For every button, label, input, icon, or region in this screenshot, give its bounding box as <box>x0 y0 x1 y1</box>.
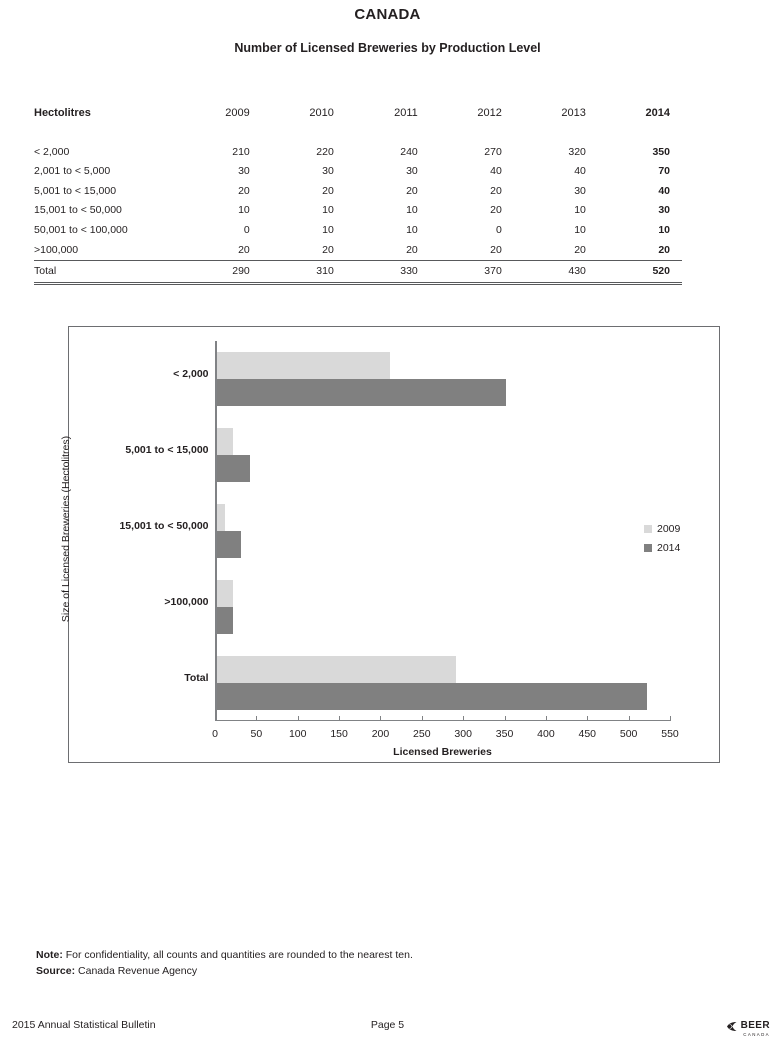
table-total-row <box>34 261 682 284</box>
cell-value: 20 <box>322 243 334 256</box>
cell-value: 20 <box>490 184 502 197</box>
total-value: 520 <box>598 261 682 284</box>
chart-bar-2009 <box>217 504 225 531</box>
column-header-2010: 2010 <box>309 107 334 119</box>
bar-chart <box>60 326 720 763</box>
column-header-2011: 2011 <box>394 107 418 119</box>
row-label: 50,001 to < 100,000 <box>34 223 128 236</box>
chart-category-label: < 2,000 <box>173 368 209 380</box>
chart-x-tick <box>256 716 257 721</box>
chart-bar-2014 <box>217 607 234 634</box>
table-row <box>34 162 682 182</box>
cell-value: 10 <box>574 223 586 236</box>
notes-block <box>36 948 413 979</box>
breweries-table-container <box>34 104 682 285</box>
chart-x-tick <box>670 716 671 721</box>
chart-x-tick-label: 300 <box>454 728 472 740</box>
chart-bar-group <box>164 580 671 634</box>
cell-value: 210 <box>232 145 250 158</box>
cell-value: 320 <box>568 145 586 158</box>
source-line <box>36 964 413 980</box>
row-label: 5,001 to < 15,000 <box>34 184 117 197</box>
legend-item-2014 <box>644 542 680 554</box>
chart-x-tick-label: 100 <box>288 728 307 740</box>
chart-x-tick-label: 150 <box>330 728 348 740</box>
cell-value: 20 <box>238 243 250 256</box>
total-label: Total <box>34 261 178 284</box>
cell-value: 240 <box>400 145 418 158</box>
cell-value: 350 <box>652 145 670 158</box>
chart-x-tick <box>339 716 340 721</box>
chart-x-tick <box>298 716 299 721</box>
cell-value: 30 <box>406 165 418 178</box>
cell-value: 270 <box>484 145 502 158</box>
logo-primary-text: BEER <box>740 1020 770 1031</box>
cell-value: 70 <box>658 165 670 178</box>
spacer-cell <box>430 127 514 143</box>
chart-plot-area <box>119 341 679 740</box>
cell-value: 40 <box>658 184 670 197</box>
chart-x-tick-label: 500 <box>619 728 638 740</box>
chart-bar-group <box>173 352 671 406</box>
column-header-2013: 2013 <box>561 107 586 119</box>
breweries-table <box>34 104 682 285</box>
source-label: Source: <box>36 964 76 977</box>
chart-bar-2009 <box>217 428 234 455</box>
chart-y-axis-title: Size of Licensed Breweries (Hectolitres) <box>60 435 72 623</box>
cell-value: 40 <box>574 165 586 178</box>
cell-value: 30 <box>238 165 250 178</box>
wheat-icon <box>726 1021 739 1032</box>
chart-x-tick <box>629 716 630 721</box>
cell-value: 20 <box>490 243 502 256</box>
table-spacer-row <box>34 127 682 143</box>
cell-value: 20 <box>406 184 418 197</box>
table-body <box>34 127 682 284</box>
cell-value: 20 <box>658 243 670 256</box>
page-subtitle: Number of Licensed Breweries by Production Level <box>234 41 541 55</box>
chart-x-tick-label: 450 <box>578 728 597 740</box>
column-header-2014: 2014 <box>645 107 670 119</box>
chart-category-label: 5,001 to < 15,000 <box>125 444 209 456</box>
table-row <box>34 221 682 241</box>
chart-x-tick-label: 350 <box>495 728 514 740</box>
table-row <box>34 182 682 202</box>
chart-x-tick <box>463 716 464 721</box>
legend-label: 2014 <box>657 542 681 554</box>
cell-value: 20 <box>322 184 334 197</box>
note-label: Note: <box>36 949 63 961</box>
cell-value: 10 <box>238 204 250 217</box>
total-value: 330 <box>346 261 430 284</box>
spacer-cell <box>34 127 178 143</box>
cell-value: 30 <box>322 165 334 178</box>
chart-category-label: >100,000 <box>164 596 209 608</box>
beer-canada-logo <box>726 1016 770 1037</box>
source-text: Canada Revenue Agency <box>78 964 198 977</box>
cell-value: 10 <box>406 223 418 236</box>
cell-value: 220 <box>316 145 334 158</box>
cell-value: 0 <box>243 223 250 236</box>
chart-bar-group <box>184 656 671 710</box>
chart-bar-group <box>125 428 671 482</box>
note-line <box>36 948 413 964</box>
note-text: For confidentiality, all counts and quantities are rounded to the nearest ten. <box>65 949 413 961</box>
table-row <box>34 201 682 221</box>
column-header-2009: 2009 <box>225 107 250 119</box>
column-header-hectolitres: Hectolitres <box>34 107 91 119</box>
cell-value: 10 <box>406 204 418 217</box>
column-header-2012: 2012 <box>477 107 502 119</box>
chart-x-axis-line <box>215 720 670 722</box>
chart-x-tick-label: 250 <box>413 728 431 740</box>
chart-category-label: 15,001 to < 50,000 <box>119 520 209 532</box>
row-label: >100,000 <box>34 243 79 256</box>
cell-value: 0 <box>495 223 502 236</box>
total-value: 430 <box>514 261 598 284</box>
chart-x-tick <box>215 716 216 721</box>
cell-value: 30 <box>574 184 586 197</box>
chart-bar-group <box>119 504 671 558</box>
chart-legend <box>644 523 680 561</box>
row-label: < 2,000 <box>34 145 70 158</box>
legend-item-2009 <box>644 523 680 535</box>
chart-bar-2009 <box>217 656 457 683</box>
legend-swatch-icon <box>644 544 652 552</box>
total-value: 290 <box>178 261 262 284</box>
chart-bar-2009 <box>217 580 234 607</box>
chart-x-tick-label: 400 <box>537 728 555 740</box>
footer-document-title: 2015 Annual Statistical Bulletin <box>12 1019 156 1031</box>
logo-secondary-text: CANADA <box>743 1032 770 1037</box>
chart-x-tick-label: 50 <box>250 728 263 740</box>
chart-category-label: Total <box>184 672 209 684</box>
chart-bar-2014 <box>217 683 647 710</box>
cell-value: 20 <box>238 184 250 197</box>
page-title: CANADA <box>354 6 421 23</box>
spacer-cell <box>178 127 262 143</box>
table-header-row <box>34 104 682 127</box>
cell-value: 10 <box>322 204 334 217</box>
cell-value: 30 <box>658 204 670 217</box>
chart-x-axis-title: Licensed Breweries <box>393 746 492 758</box>
chart-x-tick <box>587 716 588 721</box>
chart-bar-2014 <box>217 455 250 482</box>
legend-swatch-icon <box>644 525 652 533</box>
spacer-cell <box>598 127 682 143</box>
cell-value: 20 <box>490 204 502 217</box>
table-row <box>34 241 682 261</box>
cell-value: 40 <box>490 165 502 178</box>
total-value: 370 <box>430 261 514 284</box>
table-row <box>34 143 682 163</box>
total-value: 310 <box>262 261 346 284</box>
chart-x-tick <box>380 716 381 721</box>
cell-value: 20 <box>574 243 586 256</box>
spacer-cell <box>346 127 430 143</box>
row-label: 2,001 to < 5,000 <box>34 165 111 178</box>
footer-page-number: Page 5 <box>370 1019 405 1031</box>
chart-x-tick <box>422 716 423 721</box>
chart-bar-2014 <box>217 379 507 406</box>
chart-x-tick-label: 0 <box>212 728 218 740</box>
spacer-cell <box>262 127 346 143</box>
chart-x-tick-label: 200 <box>371 728 390 740</box>
cell-value: 10 <box>574 204 586 217</box>
spacer-cell <box>514 127 598 143</box>
cell-value: 10 <box>658 223 670 236</box>
chart-x-tick <box>546 716 547 721</box>
chart-x-tick-label: 550 <box>661 728 679 740</box>
logo-text-block <box>741 1016 770 1037</box>
chart-bar-2014 <box>217 531 242 558</box>
table-header <box>34 104 682 127</box>
row-label: 15,001 to < 50,000 <box>34 204 122 217</box>
cell-value: 20 <box>406 243 418 256</box>
cell-value: 10 <box>322 223 334 236</box>
legend-label: 2009 <box>657 523 681 535</box>
chart-bar-2009 <box>217 352 391 379</box>
chart-x-tick <box>505 716 506 721</box>
